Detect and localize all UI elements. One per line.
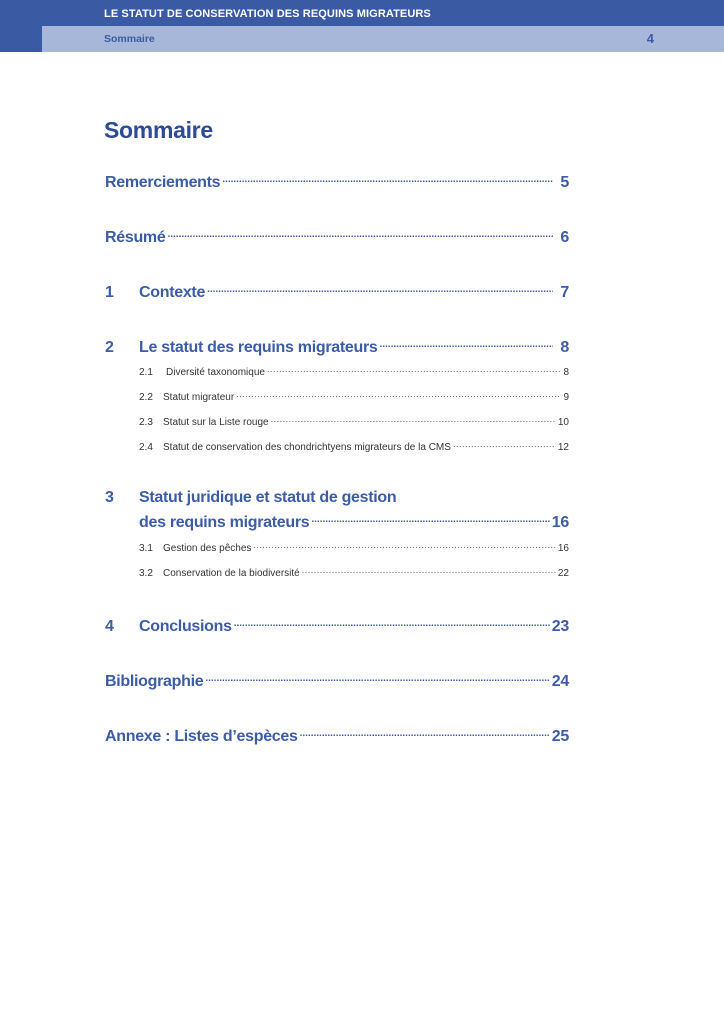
header-accent	[0, 26, 42, 52]
toc-entry-number: 2	[105, 339, 114, 356]
dot-leader	[302, 566, 556, 576]
toc-entry-number: 4	[105, 618, 114, 635]
dot-leader	[267, 365, 562, 375]
toc-subentry-label: Statut de conservation des chondrichtyens migrateurs de la CMS	[163, 442, 451, 453]
toc-entry-conclusions[interactable]	[105, 615, 569, 636]
toc-subentry-2-3[interactable]	[139, 415, 569, 428]
toc-entry-label: Résumé	[105, 229, 166, 246]
dot-leader	[253, 541, 555, 551]
toc-entry-label: Contexte	[139, 284, 206, 301]
toc-entry-label: Annexe : Listes d’espèces	[105, 728, 298, 745]
toc-entry-label: Remerciements	[105, 174, 221, 191]
toc-entry-label: Conclusions	[139, 618, 232, 635]
dot-leader	[207, 281, 553, 297]
toc-entry-annexe[interactable]	[105, 725, 569, 746]
toc-entry-remerciements[interactable]	[105, 171, 569, 192]
header-subband	[42, 26, 724, 52]
page-title: Sommaire	[104, 117, 213, 143]
series-title: LE STATUT DE CONSERVATION DES REQUINS MIGRATEURS	[104, 8, 431, 20]
toc-subentry-3-1[interactable]	[139, 541, 569, 554]
toc-entry-label: Bibliographie	[105, 673, 204, 690]
page-number: 4	[646, 31, 654, 46]
toc-entry-label: Le statut des requins migrateurs	[139, 339, 378, 356]
toc-entry-page: 7	[560, 284, 569, 301]
toc-subentry-label: Conservation de la biodiversité	[163, 568, 300, 579]
dot-leader	[205, 670, 549, 686]
toc-subentry-page: 10	[557, 417, 569, 428]
toc-subentry-page: 22	[557, 568, 569, 579]
toc-entry-page: 16	[551, 514, 569, 531]
toc-entry-number: 1	[105, 284, 114, 301]
toc-entry-label: Statut juridique et statut de gestion	[139, 489, 397, 506]
section-name: Sommaire	[104, 33, 155, 45]
toc-entry-page: 6	[560, 229, 569, 246]
toc-subentry-number: 2.1	[139, 367, 153, 378]
dot-leader	[222, 171, 553, 187]
toc-entry-statut-requins[interactable]	[105, 336, 569, 357]
toc-entry-statut-juridique-line1[interactable]	[105, 489, 396, 507]
toc-subentry-label: Statut sur la Liste rouge	[163, 417, 269, 428]
toc-entry-bibliographie[interactable]	[105, 670, 569, 691]
toc-subentry-2-2[interactable]	[139, 390, 569, 403]
toc-entry-page: 8	[560, 339, 569, 356]
toc-entry-page: 23	[551, 618, 569, 635]
toc-subentry-2-4[interactable]	[139, 440, 569, 453]
toc-subentry-3-2[interactable]	[139, 566, 569, 579]
toc-entry-label: des requins migrateurs	[139, 514, 310, 531]
toc-entry-contexte[interactable]	[105, 281, 569, 302]
dot-leader	[234, 615, 550, 631]
header-band	[0, 0, 724, 26]
dot-leader	[271, 415, 556, 425]
dot-leader	[300, 725, 550, 741]
dot-leader	[379, 336, 553, 352]
toc-subentry-label: Gestion des pêches	[163, 543, 252, 554]
toc-entry-statut-juridique[interactable]	[105, 511, 569, 532]
toc-subentry-number: 3.1	[139, 543, 153, 554]
toc-entry-page: 25	[551, 728, 569, 745]
toc-subentry-page: 9	[563, 392, 569, 403]
dot-leader	[167, 226, 553, 242]
toc-entry-resume[interactable]	[105, 226, 569, 247]
toc-subentry-page: 8	[563, 367, 569, 378]
dot-leader	[236, 390, 561, 400]
toc-subentry-page: 16	[557, 543, 569, 554]
toc-entry-number: 3	[105, 489, 114, 506]
toc-subentry-page: 12	[557, 442, 569, 453]
toc-subentry-number: 3.2	[139, 568, 153, 579]
toc-subentry-number: 2.3	[139, 417, 153, 428]
toc-entry-page: 5	[560, 174, 569, 191]
toc-subentry-number: 2.4	[139, 442, 153, 453]
toc-subentry-number: 2.2	[139, 392, 153, 403]
toc-entry-page: 24	[551, 673, 569, 690]
dot-leader	[453, 440, 556, 450]
toc-subentry-2-1[interactable]	[139, 365, 569, 378]
toc-subentry-label: Statut migrateur	[163, 392, 235, 403]
toc-subentry-label: Diversité taxonomique	[166, 367, 265, 378]
dot-leader	[311, 511, 549, 527]
